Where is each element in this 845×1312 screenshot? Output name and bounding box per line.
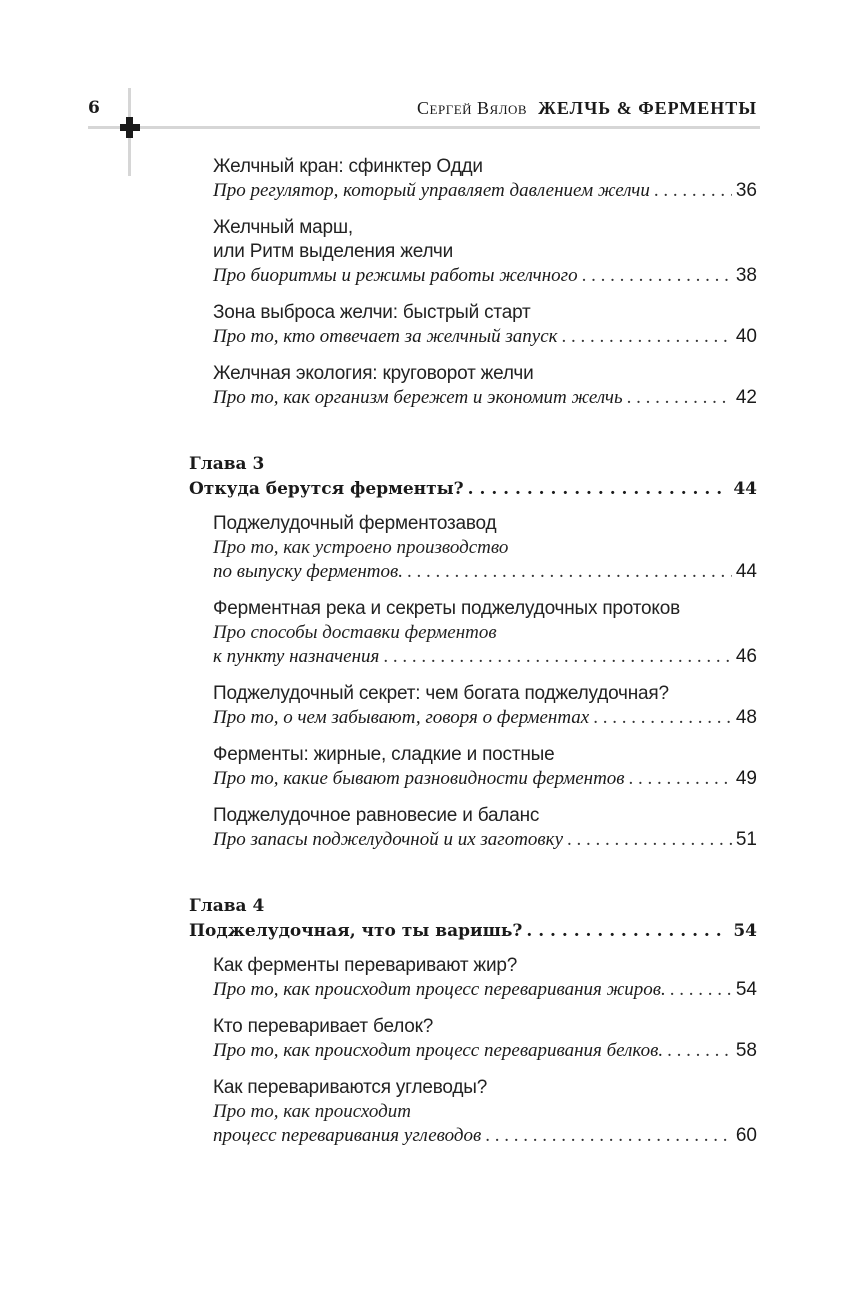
section-description: Про то, кто отвечает за желчный запуск	[213, 326, 558, 347]
section-title: Зона выброса желчи: быстрый старт	[213, 302, 531, 323]
page-ref: 46	[735, 646, 757, 667]
section-title: Поджелудочный ферментозавод	[213, 513, 497, 534]
section-leader	[213, 386, 757, 410]
toc-section[interactable]	[213, 1076, 757, 1148]
section-title: Как ферменты переваривают жир?	[213, 955, 518, 976]
dot-leader	[627, 386, 732, 410]
toc-section[interactable]	[213, 362, 757, 410]
section-leader	[213, 828, 757, 852]
section-leader	[213, 978, 757, 1002]
section-leader	[213, 264, 757, 288]
section-leader	[213, 1039, 757, 1063]
section-leader	[213, 1124, 757, 1148]
dot-leader	[562, 325, 732, 349]
toc-section[interactable]	[213, 743, 757, 791]
page-ref: 51	[735, 829, 757, 850]
dot-leader	[485, 1124, 732, 1148]
page-ref: 44	[733, 479, 757, 499]
section-leader	[213, 560, 757, 584]
page-ref: 42	[735, 387, 757, 408]
dot-leader	[383, 645, 732, 669]
section-leader	[213, 767, 757, 791]
dot-leader	[567, 828, 732, 852]
section-description: Про то, как происходит процесс переваривания жиров.	[213, 979, 666, 1000]
section-title: Желчный кран: сфинктер Одди	[213, 156, 483, 177]
toc-section[interactable]	[213, 301, 757, 349]
dot-leader	[407, 560, 732, 584]
section-title-line-2: или Ритм выделения желчи	[213, 241, 454, 262]
section-title: Как перевариваются углеводы?	[213, 1077, 488, 1098]
chapter-title: Откуда берутся ферменты?	[189, 479, 464, 499]
toc-section[interactable]	[213, 954, 757, 1002]
toc-chapter-4[interactable]	[189, 894, 757, 944]
toc-section[interactable]	[213, 597, 757, 669]
toc-section[interactable]	[213, 216, 757, 288]
chapter-label: Глава 3	[189, 454, 265, 474]
section-title: Желчная экология: круговорот желчи	[213, 363, 534, 384]
dot-leader	[667, 1039, 732, 1063]
dot-leader	[526, 918, 729, 944]
section-description: Про то, какие бывают разновидности ферментов	[213, 768, 625, 789]
section-description: Про способы доставки ферментов	[213, 622, 497, 643]
section-leader	[213, 325, 757, 349]
chapter-leader	[189, 918, 757, 944]
page-ref: 54	[733, 921, 757, 941]
section-title: Желчный марш,	[213, 217, 353, 238]
author-name: Сергей Вялов	[417, 98, 528, 118]
section-description-end: процесс переваривания углеводов	[213, 1125, 482, 1146]
chapter-title: Поджелудочная, что ты варишь?	[189, 921, 523, 941]
page-ref: 48	[735, 707, 757, 728]
section-description-end: по выпуску ферментов.	[213, 561, 403, 582]
dot-leader	[654, 179, 732, 203]
section-description: Про то, как происходит	[213, 1101, 411, 1122]
section-description: Про биоритмы и режимы работы желчного	[213, 265, 578, 286]
section-description-end: к пункту назначения	[213, 646, 380, 667]
section-description: Про регулятор, который управляет давлением желчи	[213, 180, 650, 201]
toc-section[interactable]	[213, 1015, 757, 1063]
page-ref: 49	[735, 768, 757, 789]
toc-section[interactable]	[213, 155, 757, 203]
section-title: Кто переваривает белок?	[213, 1016, 434, 1037]
section-title: Поджелудочное равновесие и баланс	[213, 805, 540, 826]
running-head	[417, 98, 757, 119]
page-ref: 58	[735, 1040, 757, 1061]
page-ref: 36	[735, 180, 757, 201]
page-number: 6	[88, 98, 100, 118]
page-ref: 54	[735, 979, 757, 1000]
section-title: Ферментная река и секреты поджелудочных протоков	[213, 598, 680, 619]
page-ref: 60	[735, 1125, 757, 1146]
page-ref: 40	[735, 326, 757, 347]
dot-leader	[629, 767, 732, 791]
section-leader	[213, 179, 757, 203]
chapter-leader	[189, 476, 757, 502]
section-title: Поджелудочный секрет: чем богата поджелудочная?	[213, 683, 669, 704]
section-title: Ферменты: жирные, сладкие и постные	[213, 744, 555, 765]
toc-section[interactable]	[213, 682, 757, 730]
book-title: ЖЕЛЧЬ & ФЕРМЕНТЫ	[538, 98, 757, 118]
toc-section[interactable]	[213, 512, 757, 584]
crosshair-mark-icon-vertical	[126, 117, 133, 138]
dot-leader	[468, 476, 730, 502]
dot-leader	[593, 706, 732, 730]
toc-section[interactable]	[213, 804, 757, 852]
toc-chapter-3[interactable]	[189, 452, 757, 502]
section-leader	[213, 706, 757, 730]
section-description: Про то, о чем забывают, говоря о ферментах	[213, 707, 590, 728]
section-description: Про то, как устроено производство	[213, 537, 509, 558]
chapter-label: Глава 4	[189, 896, 265, 916]
header-rule	[88, 126, 760, 129]
table-of-contents	[189, 155, 757, 1161]
dot-leader	[670, 978, 732, 1002]
page-ref: 38	[735, 265, 757, 286]
section-leader	[213, 645, 757, 669]
section-description: Про то, как организм бережет и экономит желчь	[213, 387, 623, 408]
section-description: Про то, как происходит процесс переваривания белков.	[213, 1040, 664, 1061]
page-ref: 44	[735, 561, 757, 582]
dot-leader	[582, 264, 732, 288]
section-description: Про запасы поджелудочной и их заготовку	[213, 829, 563, 850]
